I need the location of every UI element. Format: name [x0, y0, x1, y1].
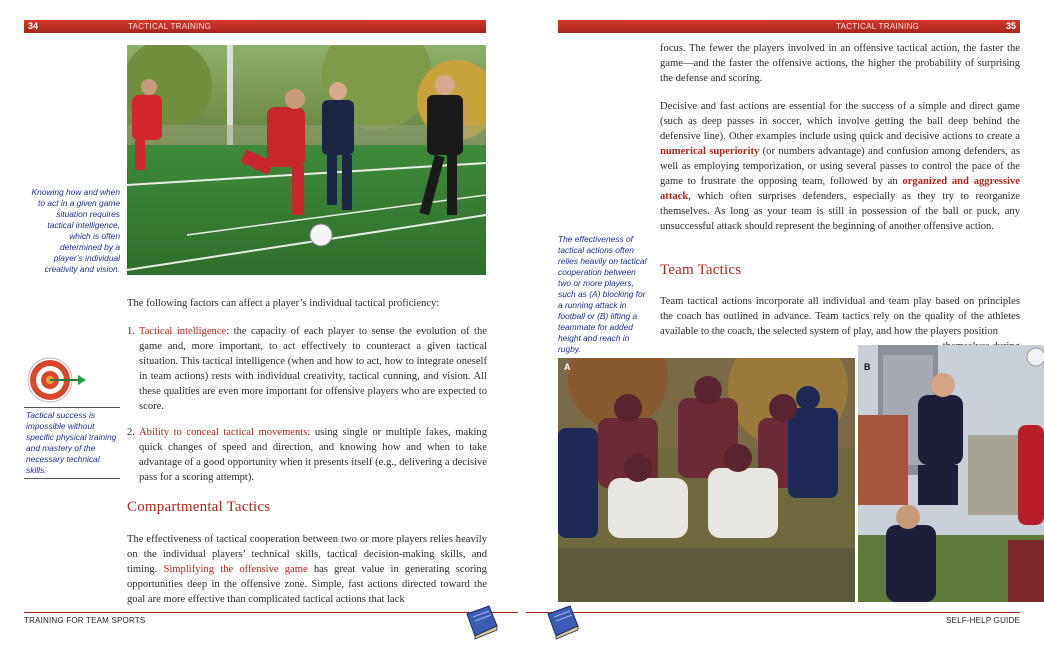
footer-line — [24, 612, 518, 613]
football-photo — [558, 358, 855, 602]
page-number: 34 — [28, 21, 39, 31]
page-number: 35 — [1006, 21, 1017, 31]
paragraph-text: The effectiveness of tactical cooperation between two or more players relies heavily on the individual players’ technical skills, tactical decision-making skills, and timing. — [127, 534, 487, 575]
footer-line — [526, 612, 1020, 613]
photo-label: A — [564, 362, 571, 372]
paragraph-text: has great value in generating scoring opportunities deep in the offensive zone. Simple, fast actions directed toward the goal are more effective than complicated tactical actions that lack — [127, 564, 487, 605]
section-heading: Team Tactics — [660, 262, 742, 278]
footer-title: SELF-HELP GUIDE — [946, 616, 1020, 625]
section-paragraph: Team tactical actions incorporate all individual and team play based on principles the coach has outlined in advance. Team tactics rely on the quality of the athletes available to the coach, the selected system of play, and how the players position — [660, 296, 1020, 337]
sidenote-cooperation: The effectiveness of tactical actions often relies heavily on tactical cooperation between two or more players, such as (A) blocking for a running attack in football or (B) lifting a teammate for added height and reach in rugby. — [558, 234, 647, 354]
paragraph-2 — [660, 99, 1020, 234]
paragraph-text: (or numbers advantage) and confusion among defenders, as well as employing temporization, or using several passes to control the pace of the game to frustrate the opposing team, followed by an — [660, 146, 1020, 187]
section-heading: Compartmental Tactics — [127, 499, 271, 515]
section-paragraph — [127, 532, 487, 607]
header-bar — [558, 20, 1020, 33]
highlighted-term: Simplifying the offensive game — [163, 564, 308, 575]
list-number: 1. — [127, 326, 135, 337]
list-item — [127, 324, 487, 414]
soccer-photo — [127, 45, 486, 275]
header-title: TACTICAL TRAINING — [128, 22, 212, 31]
divider — [24, 407, 120, 408]
list-number: 2. — [127, 427, 135, 438]
header-title: TACTICAL TRAINING — [836, 22, 920, 31]
list-term: Tactical intelligence: — [139, 326, 230, 337]
list-item — [127, 425, 487, 485]
right-page — [522, 0, 1044, 648]
header-bar — [24, 20, 486, 33]
list-text: the capacity of each player to sense the evolution of the game and, more important, to act effectively to counteract a given tactical situation. This tactical intelligence (when and how to act, how to integrate oneself in team actions) rests with individual creativity, tactical cunning, and vision. All these qualities are even more important for offensive players who are expected to score. — [139, 326, 487, 412]
footer-title: TRAINING FOR TEAM SPORTS — [24, 616, 146, 625]
photo-label: B — [864, 362, 871, 372]
list-term: Ability to conceal tactical movements: — [139, 427, 311, 438]
book-icon — [544, 604, 580, 645]
paragraph-text: Decisive and fast actions are essential for the success of a simple and direct game (such as deep passes in soccer, which involve getting the ball deep behind the defensive line). Other examples include using quick and decisive actions to create a — [660, 101, 1020, 142]
highlighted-term: organized and aggressive attack — [660, 176, 1020, 202]
divider — [24, 478, 120, 479]
list-text: using single or multiple fakes, making quick changes of speed and direction, and knowing how and when to take advantage of a good opportunity when it presents itself (e.g., delivering a decisive pass for a scoring attempt). — [139, 427, 487, 483]
target-with-arrow-icon — [26, 356, 88, 409]
rugby-photo — [858, 345, 1044, 602]
intro-paragraph: The following factors can affect a player’s individual tactical proficiency: — [127, 298, 440, 309]
sidenote-tactical-intelligence: Knowing how and when to act in a given game situation requires tactical intelligence, which is often determined by a player’s individual creativity and vision. — [31, 187, 120, 274]
paragraph-1: focus. The fewer the players involved in an offensive tactical action, the faster the game—and the faster the offensive actions, the higher the probability of surprising the defense and scoring. — [660, 43, 1020, 84]
highlighted-term: numerical superiority — [660, 146, 760, 157]
sidenote-tactical-success: Tactical success is impossible without specific physical training and mastery of the necessary technical skills. — [26, 410, 117, 475]
book-icon — [463, 604, 499, 645]
paragraph-text: , which often surprises defenders, especially as they try to reorganize themselves. As long as your team is still in possession of the ball or puck, any unsuccessful attack should represent the beginning of another offensive action. — [660, 191, 1020, 232]
